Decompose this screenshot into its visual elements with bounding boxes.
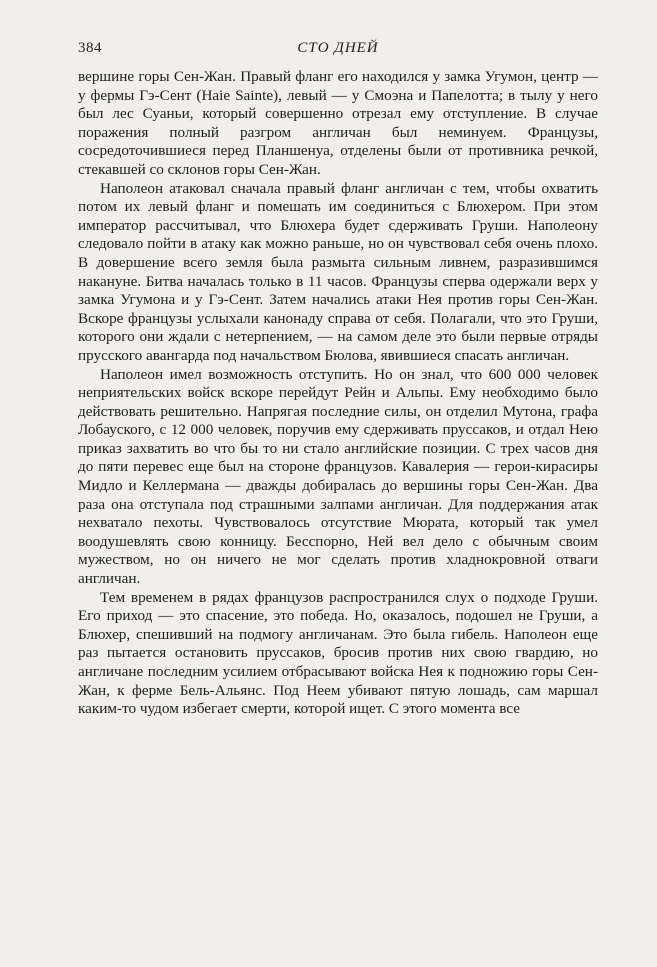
body-text — [78, 68, 598, 719]
page-number: 384 — [78, 40, 102, 56]
paragraph-2: Наполеон атаковал сначала правый фланг англичан с тем, чтобы охватить потом их левый фланг и помешать им соединиться с Блюхером. При этом император рассчитывал, что Блюхера будет сдерживать Груши. Наполеону следовало пойти в атаку как можно раньше, но он чувствовал себя очень плохо. В довершение всего земля была размыта сильным ливнем, разразившимся накануне. Битва началась только в 11 часов. Французы сперва одержали верх у замка Угумона и у Гэ-Сент. Затем начались атаки Нея против горы Сен-Жан. Вскоре французы услыхали канонаду справа от себя. Полагали, что это Груши, которого они ждали с нетерпением, — на самом деле это были первые отряды прусского авангарда под начальством Бюлова, явившиеся спасать англичан. — [78, 179, 598, 364]
paragraph-1: вершине горы Сен-Жан. Правый фланг его находился у замка Угумон, центр — у фермы Гэ-Сент (Haie Sainte), левый — у Смоэна и Папелотта; в тылу у него был лес Суаньи, который совершенно отрезал ему отступление. В случае поражения полный разгром англичан был неминуем. Французы, сосредоточившиеся перед Планшенуа, отделены были от противника речкой, стекавшей со склонов горы Сен-Жан. — [78, 68, 598, 178]
paragraph-3: Наполеон имел возможность отступить. Но он знал, что 600 000 человек неприятельских войск вскоре перейдут Рейн и Альпы. Ему необходимо было действовать решительно. Напрягая последние силы, он отделил Мутона, графа Лобауского, с 12 000 человек, поручив ему сдерживать пруссаков, и отдал Нею приказ захватить во что бы то ни стало английские позиции. С трех часов дня до пяти перевес еще был на стороне французов. Кавалерия — герои-кирасиры Мидло и Келлермана — дважды добиралась до вершины горы Сен-Жан. Два раза она отступала под страшными залпами англичан. Для поддержания атак нехватало пехоты. Чувствовалось отсутствие Мюрата, который так умел воодушевлять свою конницу. Бесспорно, Ней вел дело с обычным своим мужеством, но он ничего не мог сделать против хладнокровной отваги англичан. — [78, 365, 598, 588]
paragraph-4: Тем временем в рядах французов распространился слух о подходе Груши. Его приход — это спасение, это победа. Но, оказалось, подошел не Груши, а Блюхер, спешивший на подмогу англичанам. Это была гибель. Наполеон еще раз пытается остановить пруссаков, бросив против них свою гвардию, но англичане последним усилием отбрасывают войска Нея к подножию горы Сен-Жан, к ферме Бель-Альянс. Под Неем убивают пятую лошадь, сам маршал каким-то чудом избегает смерти, которой ищет. С этого момента все — [78, 588, 598, 718]
page-header — [78, 40, 598, 62]
running-title: СТО ДНЕЙ — [297, 40, 379, 56]
